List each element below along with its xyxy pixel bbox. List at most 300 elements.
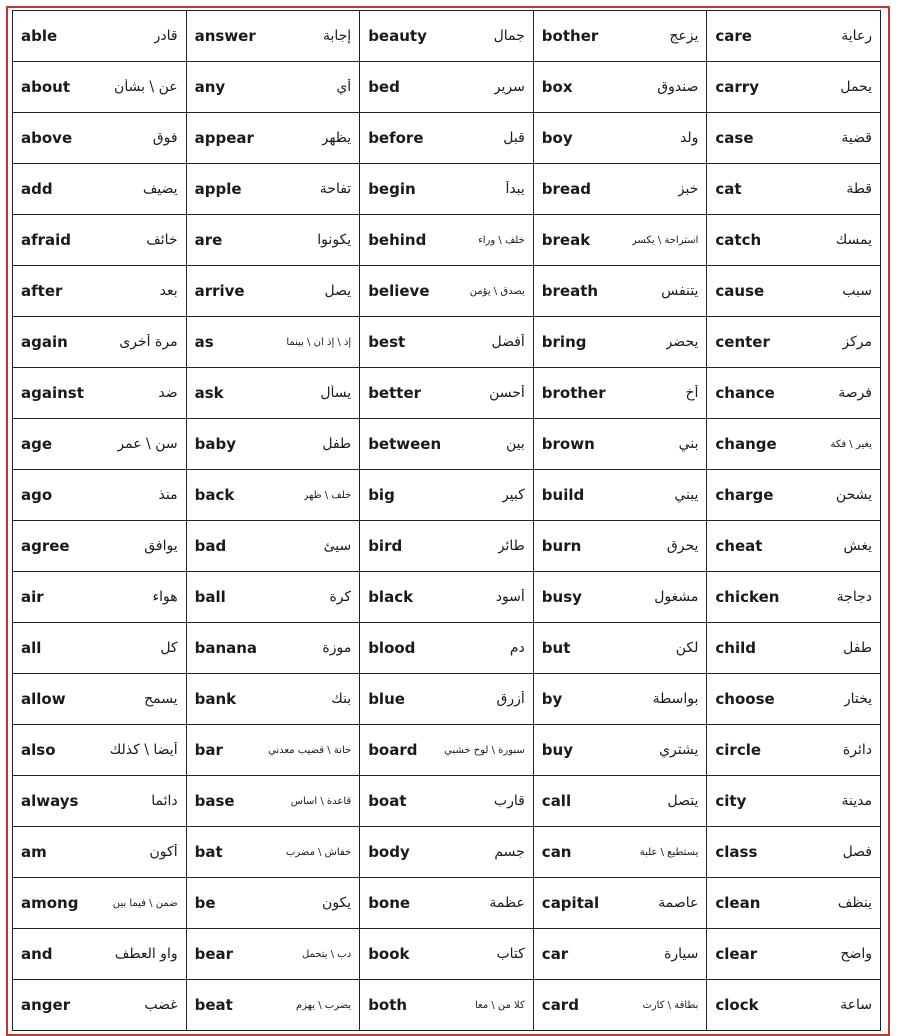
english-word: buy [541, 741, 573, 759]
arabic-translation: واو العطف [114, 946, 178, 962]
word-cell [187, 215, 361, 266]
arabic-translation: جسم [494, 844, 525, 860]
english-word: circle [715, 741, 762, 759]
english-word: add [21, 180, 53, 198]
arabic-translation: عاصمة [658, 895, 699, 911]
word-cell [13, 11, 187, 62]
arabic-translation: يظهر [321, 130, 352, 146]
word-cell [187, 11, 361, 62]
arabic-translation: رعاية [841, 28, 872, 44]
english-word: begin [368, 180, 416, 198]
arabic-translation: كرة [329, 589, 352, 605]
arabic-translation: قبل [503, 130, 525, 146]
english-word: care [715, 27, 752, 45]
arabic-translation: طفل [322, 436, 352, 452]
arabic-translation: قاعدة \ أساس [290, 795, 352, 807]
english-word: bank [194, 690, 237, 708]
word-cell [707, 572, 881, 623]
word-cell [534, 419, 708, 470]
english-word: bread [541, 180, 591, 198]
word-cell [360, 929, 534, 980]
english-word: box [541, 78, 573, 96]
arabic-translation: يغير \ فكة [830, 438, 872, 450]
english-word: best [368, 333, 406, 351]
arabic-translation: ينظف [837, 895, 872, 911]
english-word: burn [541, 537, 582, 555]
arabic-translation: كل [160, 640, 178, 656]
word-cell [13, 827, 187, 878]
english-word: better [368, 384, 422, 402]
arabic-translation: يختار [843, 691, 872, 707]
english-word: charge [715, 486, 774, 504]
word-cell [534, 980, 708, 1031]
english-word: all [21, 639, 42, 657]
english-word: car [541, 945, 569, 963]
word-cell [187, 62, 361, 113]
word-cell [707, 11, 881, 62]
word-cell [534, 11, 708, 62]
arabic-translation: ضد [158, 385, 178, 401]
arabic-translation: خلف \ وراء [478, 234, 525, 246]
arabic-translation: أزرق [496, 691, 525, 707]
word-cell [360, 776, 534, 827]
word-cell [187, 878, 361, 929]
english-word: boy [541, 129, 573, 147]
english-word: any [194, 78, 226, 96]
english-word: after [21, 282, 63, 300]
arabic-translation: يمسك [835, 232, 872, 248]
word-cell [534, 317, 708, 368]
arabic-translation: دائما [151, 793, 178, 809]
english-word: book [368, 945, 410, 963]
word-cell [360, 521, 534, 572]
word-cell [187, 470, 361, 521]
english-word: bar [194, 741, 223, 759]
word-cell [360, 266, 534, 317]
arabic-translation: يستطيع \ علبة [639, 846, 699, 858]
word-cell [534, 470, 708, 521]
english-word: behind [368, 231, 427, 249]
word-cell [13, 317, 187, 368]
arabic-translation: خلف \ ظهر [303, 489, 352, 501]
word-cell [360, 62, 534, 113]
arabic-translation: أحسن [489, 385, 525, 401]
word-cell [187, 317, 361, 368]
english-word: anger [21, 996, 71, 1014]
word-cell [187, 368, 361, 419]
english-word: bird [368, 537, 403, 555]
arabic-translation: عظمة [489, 895, 525, 911]
arabic-translation: أفضل [491, 334, 525, 350]
word-cell [360, 470, 534, 521]
word-cell [13, 215, 187, 266]
english-word: banana [194, 639, 258, 657]
arabic-translation: كبير [501, 487, 525, 503]
arabic-translation: بواسطة [652, 691, 699, 707]
word-cell [534, 368, 708, 419]
arabic-translation: عن \ بشأن [114, 79, 178, 95]
word-cell [707, 215, 881, 266]
word-cell [534, 623, 708, 674]
word-cell [707, 164, 881, 215]
arabic-translation: يشحن [835, 487, 872, 503]
arabic-translation: خائف [146, 232, 178, 248]
arabic-translation: فصل [842, 844, 872, 860]
english-word: answer [194, 27, 256, 45]
arabic-translation: حانة \ قضيب معدني [268, 744, 352, 756]
english-word: air [21, 588, 44, 606]
english-word: before [368, 129, 424, 147]
english-word: bone [368, 894, 411, 912]
english-word: carry [715, 78, 759, 96]
arabic-translation: موزة [322, 640, 352, 656]
arabic-translation: صندوق [657, 79, 699, 95]
english-word: catch [715, 231, 762, 249]
english-word: again [21, 333, 68, 351]
word-cell [707, 980, 881, 1031]
word-cell [360, 674, 534, 725]
word-cell [534, 878, 708, 929]
arabic-translation: يصدق \ يؤمن [469, 285, 525, 297]
word-cell [13, 419, 187, 470]
word-cell [534, 929, 708, 980]
vocabulary-table [12, 10, 881, 1031]
arabic-translation: منذ [158, 487, 178, 503]
arabic-translation: سيئ [323, 538, 352, 554]
word-cell [360, 11, 534, 62]
word-cell [707, 368, 881, 419]
word-cell [360, 623, 534, 674]
word-cell [187, 776, 361, 827]
english-word: appear [194, 129, 254, 147]
arabic-translation: بطاقة \ كارت [642, 999, 699, 1011]
english-word: child [715, 639, 756, 657]
arabic-translation: سن \ عمر [117, 436, 178, 452]
english-word: class [715, 843, 758, 861]
arabic-translation: أسود [495, 589, 525, 605]
word-cell [360, 827, 534, 878]
word-cell [187, 980, 361, 1031]
english-word: above [21, 129, 73, 147]
word-cell [534, 215, 708, 266]
word-cell [534, 113, 708, 164]
arabic-translation: واضح [840, 946, 872, 962]
english-word: always [21, 792, 79, 810]
arabic-translation: يسأل [320, 385, 352, 401]
english-word: baby [194, 435, 236, 453]
english-word: chance [715, 384, 775, 402]
arabic-translation: بين [506, 436, 525, 452]
word-cell [13, 776, 187, 827]
arabic-translation: يتنفس [661, 283, 699, 299]
arabic-translation: فوق [152, 130, 178, 146]
arabic-translation: مشغول [654, 589, 699, 605]
arabic-translation: طفل [843, 640, 872, 656]
word-cell [707, 266, 881, 317]
english-word: afraid [21, 231, 72, 249]
arabic-translation: أكون [149, 844, 178, 860]
english-word: ball [194, 588, 226, 606]
arabic-translation: مدينة [841, 793, 872, 809]
word-cell [13, 623, 187, 674]
arabic-translation: إذ \ إذ أن \ بينما [286, 336, 352, 348]
word-cell [707, 317, 881, 368]
word-cell [707, 878, 881, 929]
english-word: call [541, 792, 572, 810]
english-word: center [715, 333, 770, 351]
arabic-translation: إجابة [322, 28, 352, 44]
english-word: chicken [715, 588, 780, 606]
word-cell [707, 674, 881, 725]
arabic-translation: سيارة [664, 946, 699, 962]
english-word: change [715, 435, 777, 453]
english-word: against [21, 384, 84, 402]
arabic-translation: قطة [846, 181, 872, 197]
arabic-translation: دم [509, 640, 525, 656]
arabic-translation: يزعج [669, 28, 699, 44]
word-cell [13, 572, 187, 623]
arabic-translation: أي [336, 79, 352, 95]
arabic-translation: كتاب [496, 946, 525, 962]
english-word: choose [715, 690, 775, 708]
word-cell [187, 827, 361, 878]
english-word: clear [715, 945, 758, 963]
arabic-translation: ضمن \ فيما بين [112, 897, 178, 909]
arabic-translation: قارب [493, 793, 525, 809]
arabic-translation: هواء [152, 589, 178, 605]
english-word: bear [194, 945, 234, 963]
arabic-translation: دب \ يتحمل [301, 948, 352, 960]
arabic-translation: غضب [144, 997, 178, 1013]
word-cell [707, 776, 881, 827]
arabic-translation: بعد [159, 283, 178, 299]
english-word: believe [368, 282, 430, 300]
english-word: able [21, 27, 58, 45]
arabic-translation: دجاجة [836, 589, 872, 605]
arabic-translation: تفاحة [319, 181, 352, 197]
word-cell [534, 62, 708, 113]
word-cell [13, 725, 187, 776]
word-cell [187, 521, 361, 572]
arabic-translation: ساعة [840, 997, 872, 1013]
english-word: agree [21, 537, 70, 555]
english-word: cat [715, 180, 742, 198]
english-word: capital [541, 894, 600, 912]
arabic-translation: قادر [153, 28, 178, 44]
english-word: bother [541, 27, 599, 45]
word-cell [13, 980, 187, 1031]
english-word: breath [541, 282, 599, 300]
english-word: back [194, 486, 235, 504]
word-cell [360, 878, 534, 929]
arabic-translation: سرير [493, 79, 525, 95]
english-word: base [194, 792, 235, 810]
arabic-translation: بنك [331, 691, 352, 707]
english-word: be [194, 894, 216, 912]
english-word: am [21, 843, 47, 861]
arabic-translation: مرة أخرى [119, 334, 178, 350]
arabic-translation: يحرق [666, 538, 699, 554]
english-word: bed [368, 78, 400, 96]
english-word: blood [368, 639, 416, 657]
english-word: clock [715, 996, 759, 1014]
word-cell [360, 980, 534, 1031]
word-cell [707, 725, 881, 776]
english-word: are [194, 231, 223, 249]
arabic-translation: يضرب \ يهزم [295, 999, 352, 1011]
english-word: blue [368, 690, 405, 708]
word-cell [534, 674, 708, 725]
arabic-translation: مركز [842, 334, 872, 350]
arabic-translation: خبز [677, 181, 699, 197]
word-cell [534, 827, 708, 878]
english-word: cause [715, 282, 765, 300]
word-cell [187, 572, 361, 623]
word-cell [707, 470, 881, 521]
english-word: big [368, 486, 395, 504]
word-cell [534, 164, 708, 215]
english-word: ask [194, 384, 224, 402]
arabic-translation: لكن [675, 640, 699, 656]
word-cell [187, 419, 361, 470]
word-cell [13, 521, 187, 572]
arabic-translation: يسمح [144, 691, 178, 707]
word-cell [13, 164, 187, 215]
english-word: as [194, 333, 214, 351]
arabic-translation: يصل [324, 283, 352, 299]
arabic-translation: يكون [322, 895, 352, 911]
arabic-translation: يضيف [142, 181, 178, 197]
arabic-translation: يبدأ [505, 181, 525, 197]
english-word: brown [541, 435, 595, 453]
word-cell [534, 266, 708, 317]
word-cell [534, 725, 708, 776]
english-word: also [21, 741, 56, 759]
word-cell [13, 470, 187, 521]
word-cell [360, 725, 534, 776]
english-word: between [368, 435, 442, 453]
arabic-translation: استراحة \ يكسر [631, 234, 699, 246]
arabic-translation: يتصل [667, 793, 699, 809]
arabic-translation: قضية [841, 130, 872, 146]
arabic-translation: يكونوا [317, 232, 352, 248]
arabic-translation: يغش [843, 538, 872, 554]
english-word: but [541, 639, 571, 657]
arabic-translation: أيضا \ كذلك [109, 742, 178, 758]
word-cell [707, 623, 881, 674]
arabic-translation: سبورة \ لوح خشبي [444, 744, 525, 756]
english-word: about [21, 78, 71, 96]
word-cell [534, 572, 708, 623]
english-word: allow [21, 690, 66, 708]
english-word: among [21, 894, 79, 912]
word-cell [13, 878, 187, 929]
word-cell [187, 164, 361, 215]
english-word: bat [194, 843, 223, 861]
word-cell [13, 266, 187, 317]
word-cell [360, 368, 534, 419]
arabic-translation: دائرة [842, 742, 872, 758]
word-cell [187, 623, 361, 674]
word-cell [13, 62, 187, 113]
english-word: cheat [715, 537, 763, 555]
english-word: case [715, 129, 754, 147]
english-word: brother [541, 384, 606, 402]
english-word: bad [194, 537, 227, 555]
arabic-translation: يشتري [659, 742, 699, 758]
word-cell [707, 62, 881, 113]
word-cell [187, 674, 361, 725]
english-word: black [368, 588, 414, 606]
arabic-translation: خفاش \ مضرب [286, 846, 352, 858]
word-cell [360, 113, 534, 164]
arabic-translation: ولد [680, 130, 699, 146]
english-word: arrive [194, 282, 245, 300]
word-cell [187, 725, 361, 776]
english-word: by [541, 690, 563, 708]
word-cell [360, 164, 534, 215]
arabic-translation: جمال [493, 28, 525, 44]
english-word: body [368, 843, 410, 861]
english-word: break [541, 231, 591, 249]
arabic-translation: أخ [685, 385, 699, 401]
arabic-translation: بني [678, 436, 699, 452]
word-cell [13, 368, 187, 419]
arabic-translation: يحمل [840, 79, 872, 95]
arabic-translation: سبب [842, 283, 872, 299]
word-cell [360, 419, 534, 470]
arabic-translation: فرصة [838, 385, 872, 401]
english-word: bring [541, 333, 587, 351]
english-word: beat [194, 996, 233, 1014]
english-word: ago [21, 486, 53, 504]
word-cell [707, 827, 881, 878]
english-word: card [541, 996, 579, 1014]
word-cell [13, 113, 187, 164]
word-cell [707, 419, 881, 470]
word-cell [707, 521, 881, 572]
word-cell [534, 776, 708, 827]
word-cell [707, 113, 881, 164]
word-cell [187, 929, 361, 980]
english-word: busy [541, 588, 582, 606]
word-cell [13, 674, 187, 725]
word-cell [187, 266, 361, 317]
english-word: age [21, 435, 53, 453]
english-word: and [21, 945, 53, 963]
word-cell [707, 929, 881, 980]
english-word: both [368, 996, 408, 1014]
word-cell [360, 572, 534, 623]
arabic-translation: يبني [674, 487, 699, 503]
word-cell [360, 317, 534, 368]
english-word: city [715, 792, 747, 810]
english-word: boat [368, 792, 407, 810]
arabic-translation: كلا من \ معاً [474, 999, 525, 1011]
word-cell [534, 521, 708, 572]
english-word: clean [715, 894, 761, 912]
english-word: can [541, 843, 572, 861]
word-cell [13, 929, 187, 980]
english-word: apple [194, 180, 242, 198]
arabic-translation: يوافق [144, 538, 178, 554]
english-word: board [368, 741, 418, 759]
english-word: build [541, 486, 585, 504]
word-cell [360, 215, 534, 266]
arabic-translation: يحضر [665, 334, 699, 350]
arabic-translation: طائر [497, 538, 525, 554]
english-word: beauty [368, 27, 427, 45]
